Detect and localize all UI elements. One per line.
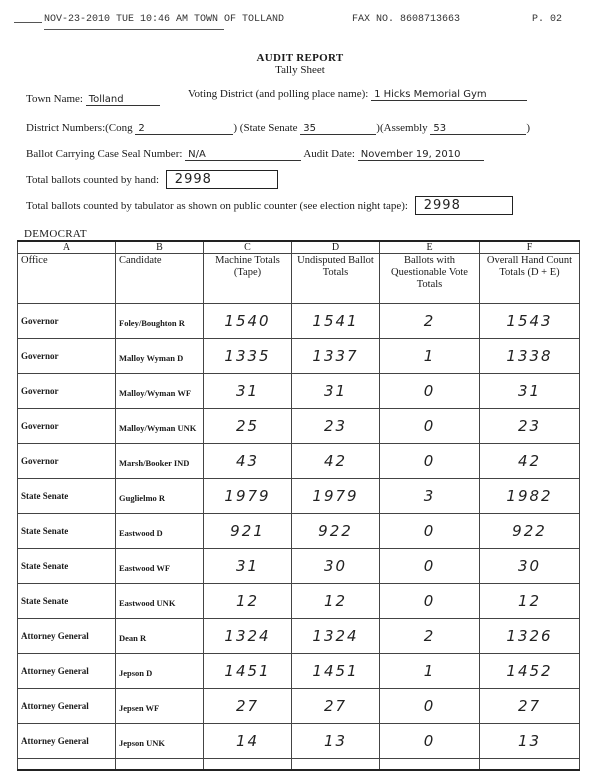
overall-total-cell: 23 xyxy=(480,409,580,444)
office-cell: Governor xyxy=(18,374,116,409)
questionable-total-cell: 1 xyxy=(380,654,480,689)
table-row xyxy=(18,444,580,479)
header-questionable-totals: Ballots with Questionable Vote Totals xyxy=(380,254,480,304)
office-cell: Governor xyxy=(18,409,116,444)
state-senate-label: ) (State Senate xyxy=(233,122,298,134)
overall-total-cell: 1452 xyxy=(480,654,580,689)
district-line xyxy=(188,88,527,101)
machine-total-cell: 14 xyxy=(204,724,292,759)
candidate-cell: Eastwood WF xyxy=(116,549,204,584)
machine-total-cell: 12 xyxy=(204,584,292,619)
questionable-total-cell: 2 xyxy=(380,304,480,339)
office-cell: Attorney General xyxy=(18,654,116,689)
column-letter: B xyxy=(116,241,204,254)
town-name-line xyxy=(26,93,160,106)
questionable-total-cell: 3 xyxy=(380,479,480,514)
table-row xyxy=(18,514,580,549)
column-letter: E xyxy=(380,241,480,254)
table-row xyxy=(18,619,580,654)
undisputed-total-cell: 31 xyxy=(292,374,380,409)
machine-total-cell: 43 xyxy=(204,444,292,479)
questionable-total-cell: 0 xyxy=(380,549,480,584)
questionable-total-cell: 0 xyxy=(380,444,480,479)
machine-total-cell: 25 xyxy=(204,409,292,444)
section-title: DEMOCRAT xyxy=(24,228,87,240)
fax-number: FAX NO. 8608713663 xyxy=(352,14,461,25)
table-row xyxy=(18,724,580,759)
machine-total-cell: 1335 xyxy=(204,339,292,374)
table-row xyxy=(18,479,580,514)
office-cell: State Senate xyxy=(18,479,116,514)
office-cell: Attorney General xyxy=(18,689,116,724)
overall-total-cell: 31 xyxy=(480,374,580,409)
hand-count-box: 2998 xyxy=(166,170,278,189)
tally-table-container xyxy=(17,240,579,771)
machine-total-cell: 27 xyxy=(204,689,292,724)
candidate-cell: Foley/Boughton R xyxy=(116,304,204,339)
town-name-label: Town Name: xyxy=(26,93,83,105)
table-row xyxy=(18,549,580,584)
machine-total-cell: 1324 xyxy=(204,619,292,654)
undisputed-total-cell: 27 xyxy=(292,689,380,724)
header-office: Office xyxy=(18,254,116,304)
office-cell: Attorney General xyxy=(18,619,116,654)
district-numbers-line xyxy=(26,122,530,135)
machine-total-cell: 1540 xyxy=(204,304,292,339)
office-cell: State Senate xyxy=(18,549,116,584)
fax-date-time: NOV-23-2010 TUE 10:46 AM TOWN OF TOLLAND xyxy=(44,14,285,25)
fax-underline xyxy=(44,29,224,30)
candidate-cell: Jepson D xyxy=(116,654,204,689)
report-title: AUDIT REPORT xyxy=(256,52,344,64)
undisputed-total-cell: 12 xyxy=(292,584,380,619)
assembly-label: )(Assembly xyxy=(376,122,428,134)
column-letter: A xyxy=(18,241,116,254)
hand-count-label: Total ballots counted by hand: xyxy=(26,174,160,186)
seal-label: Ballot Carrying Case Seal Number: xyxy=(26,148,183,160)
header-undisputed-totals: Undisputed Ballot Totals xyxy=(292,254,380,304)
report-subtitle: Tally Sheet xyxy=(275,64,325,76)
table-row xyxy=(18,304,580,339)
column-letter: F xyxy=(480,241,580,254)
undisputed-total-cell: 1541 xyxy=(292,304,380,339)
machine-total-cell: 1979 xyxy=(204,479,292,514)
fax-header xyxy=(0,14,600,30)
questionable-total-cell: 0 xyxy=(380,409,480,444)
seal-line xyxy=(26,148,484,161)
office-cell: Governor xyxy=(18,339,116,374)
table-row xyxy=(18,339,580,374)
column-letter: D xyxy=(292,241,380,254)
office-cell: Governor xyxy=(18,304,116,339)
machine-total-cell: 31 xyxy=(204,374,292,409)
undisputed-total-cell: 30 xyxy=(292,549,380,584)
questionable-total-cell: 0 xyxy=(380,374,480,409)
overall-total-cell: 42 xyxy=(480,444,580,479)
assembly-value: 53 xyxy=(430,123,526,135)
candidate-cell: Jepsen WF xyxy=(116,689,204,724)
table-row xyxy=(18,654,580,689)
tally-table xyxy=(17,240,580,771)
overall-total-cell: 1338 xyxy=(480,339,580,374)
district-numbers-label: District Numbers:(Cong xyxy=(26,122,133,134)
office-cell: State Senate xyxy=(18,584,116,619)
questionable-total-cell: 2 xyxy=(380,619,480,654)
hand-count-line xyxy=(26,170,278,189)
close-paren: ) xyxy=(526,122,531,134)
column-letter-row xyxy=(18,241,580,254)
column-letter: C xyxy=(204,241,292,254)
blank-row xyxy=(18,759,580,771)
overall-total-cell: 27 xyxy=(480,689,580,724)
header-machine-totals: Machine Totals (Tape) xyxy=(204,254,292,304)
town-name-value: Tolland xyxy=(86,94,160,106)
audit-date-value: November 19, 2010 xyxy=(358,149,484,161)
undisputed-total-cell: 1324 xyxy=(292,619,380,654)
candidate-cell: Malloy/Wyman WF xyxy=(116,374,204,409)
header-candidate: Candidate xyxy=(116,254,204,304)
candidate-cell: Dean R xyxy=(116,619,204,654)
tabulator-count-line xyxy=(26,196,513,215)
candidate-cell: Malloy Wyman D xyxy=(116,339,204,374)
district-label: Voting District (and polling place name): xyxy=(188,88,369,100)
undisputed-total-cell: 13 xyxy=(292,724,380,759)
column-header-row xyxy=(18,254,580,304)
candidate-cell: Malloy/Wyman UNK xyxy=(116,409,204,444)
machine-total-cell: 921 xyxy=(204,514,292,549)
fax-page: P. 02 xyxy=(532,14,563,25)
questionable-total-cell: 1 xyxy=(380,339,480,374)
tabulator-count-box: 2998 xyxy=(415,196,513,215)
seal-value: N/A xyxy=(185,149,301,161)
table-row xyxy=(18,409,580,444)
questionable-total-cell: 0 xyxy=(380,584,480,619)
office-cell: Attorney General xyxy=(18,724,116,759)
overall-total-cell: 1326 xyxy=(480,619,580,654)
overall-total-cell: 13 xyxy=(480,724,580,759)
candidate-cell: Guglielmo R xyxy=(116,479,204,514)
questionable-total-cell: 0 xyxy=(380,724,480,759)
overall-total-cell: 1543 xyxy=(480,304,580,339)
office-cell: Governor xyxy=(18,444,116,479)
undisputed-total-cell: 1451 xyxy=(292,654,380,689)
office-cell: State Senate xyxy=(18,514,116,549)
machine-total-cell: 31 xyxy=(204,549,292,584)
machine-total-cell: 1451 xyxy=(204,654,292,689)
overall-total-cell: 922 xyxy=(480,514,580,549)
fax-leading-dash xyxy=(14,22,42,23)
overall-total-cell: 1982 xyxy=(480,479,580,514)
header-overall-totals: Overall Hand Count Totals (D + E) xyxy=(480,254,580,304)
table-row xyxy=(18,374,580,409)
table-row xyxy=(18,689,580,724)
undisputed-total-cell: 1337 xyxy=(292,339,380,374)
overall-total-cell: 12 xyxy=(480,584,580,619)
overall-total-cell: 30 xyxy=(480,549,580,584)
audit-date-label: Audit Date: xyxy=(303,148,355,160)
questionable-total-cell: 0 xyxy=(380,514,480,549)
district-value: 1 Hicks Memorial Gym xyxy=(371,89,527,101)
undisputed-total-cell: 42 xyxy=(292,444,380,479)
candidate-cell: Eastwood UNK xyxy=(116,584,204,619)
cong-value: 2 xyxy=(135,123,233,135)
candidate-cell: Eastwood D xyxy=(116,514,204,549)
table-row xyxy=(18,584,580,619)
undisputed-total-cell: 1979 xyxy=(292,479,380,514)
tabulator-count-label: Total ballots counted by tabulator as shown on public counter (see election night tape): xyxy=(26,200,408,212)
candidate-cell: Marsh/Booker IND xyxy=(116,444,204,479)
state-senate-value: 35 xyxy=(300,123,376,135)
undisputed-total-cell: 23 xyxy=(292,409,380,444)
candidate-cell: Jepson UNK xyxy=(116,724,204,759)
undisputed-total-cell: 922 xyxy=(292,514,380,549)
questionable-total-cell: 0 xyxy=(380,689,480,724)
